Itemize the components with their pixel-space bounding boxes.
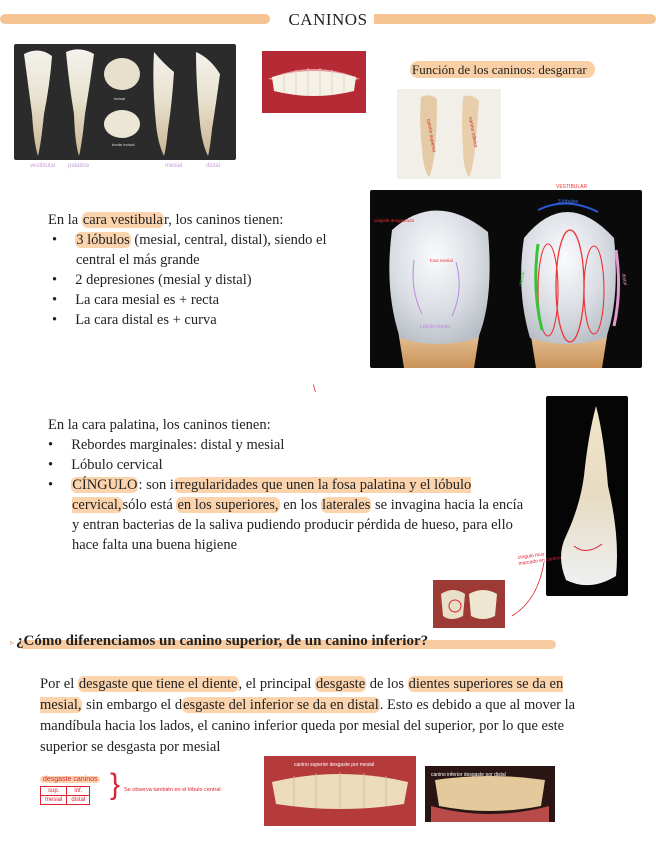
- vestibular-section: [48, 210, 368, 330]
- list-item: • 2 depresiones (mesial y distal): [52, 272, 252, 288]
- cingulo-note: cíngulo muy marcado en canino: [517, 551, 562, 568]
- list-item: • La cara distal es + curva: [52, 312, 217, 328]
- list-item: • Rebordes marginales: distal y mesial: [48, 437, 285, 453]
- vestibular-top-label: VESTIBULAR: [556, 184, 588, 190]
- upper-canine-label: canino superior: [425, 118, 437, 154]
- caption-mesial: mesial: [165, 163, 183, 169]
- upper-lower-canine-photo: [397, 89, 501, 179]
- lower-canine-wear-photo: [425, 766, 555, 822]
- distal-label: distal: [620, 273, 628, 286]
- vestibular-intro: En la cara vestibular, los caninos tienen:: [48, 212, 284, 228]
- list-item: • CÍNGULO: son irregularidades que unen la fosa palatina y el lóbulo cervical,sólo está en los superiores, en los laterales se invagina hacia la encía y entran bacterias de la saliva pudiendo producir pérdida de hueso, para ello hace falta una buena higiene: [48, 477, 524, 553]
- page-title: CANINOS: [0, 10, 656, 30]
- stray-mark: \: [313, 384, 316, 395]
- borde-incisal-label: borde incisal: [112, 142, 135, 147]
- palatina-section: [48, 415, 530, 555]
- wear-notes-title: desgaste caninos: [40, 776, 100, 783]
- answer-paragraph: Por el desgaste que tiene el diente, el principal desgaste de los dientes superiores se da en mesial, sin embargo el desgaste del inferior se da en distal. Esto es debido a que al mover la mandíbula hacia los lados, el canino inferior queda por mesial del superior, por lo que este superior se desgasta por mesial: [40, 676, 576, 755]
- question-heading: ▹ ¿Cómo diferenciamos un canino superior, de un canino inferior?: [10, 633, 428, 650]
- three-lobes-label: 3 lóbulos: [558, 199, 579, 205]
- cingulo-arrow: [508, 560, 548, 620]
- incisal-label: incisal: [114, 96, 126, 101]
- vestibular-annotated-photo: [370, 184, 642, 368]
- caption-distal: distal: [206, 163, 221, 169]
- palatina-tooth-photo: [546, 396, 628, 596]
- list-item: • La cara mesial es + recta: [52, 292, 220, 308]
- palatina-intro: En la cara palatina, los caninos tienen:: [48, 417, 271, 433]
- lower-canine-label: canino inferior: [467, 116, 479, 149]
- brace: }: [110, 768, 121, 801]
- canine-function-text: Función de los caninos: desgarrar: [410, 62, 595, 78]
- cusp-note: cúspide desgastada: [374, 218, 415, 223]
- lobulo-label: Lóbulo medio: [420, 324, 451, 330]
- canine-views-photo: [14, 44, 236, 160]
- upper-canine-wear-photo: [264, 756, 416, 826]
- wear-notes-table: sup. inf. mesial distal: [40, 786, 90, 805]
- list-item: • Lóbulo cervical: [48, 457, 163, 473]
- fosa-label: fosa mesial: [430, 258, 453, 263]
- caption-vestibular: vestibular: [30, 163, 56, 169]
- gum-photo: [433, 580, 505, 628]
- wear-side-note: Se observa también en el lóbulo central: [124, 787, 221, 793]
- mesial-label: mesial: [518, 271, 527, 287]
- caption-palatina: palatina: [68, 163, 90, 169]
- list-item: • 3 lóbulos (mesial, central, distal), siendo el central el más grande: [52, 232, 327, 268]
- vestibular-list: [28, 230, 368, 330]
- lower-wear-label: canino inferior desgaste por distal: [431, 772, 506, 778]
- upper-wear-label: canino superior desgaste por mesial: [294, 762, 375, 768]
- wear-notes: [40, 768, 100, 805]
- smile-photo: [262, 51, 366, 113]
